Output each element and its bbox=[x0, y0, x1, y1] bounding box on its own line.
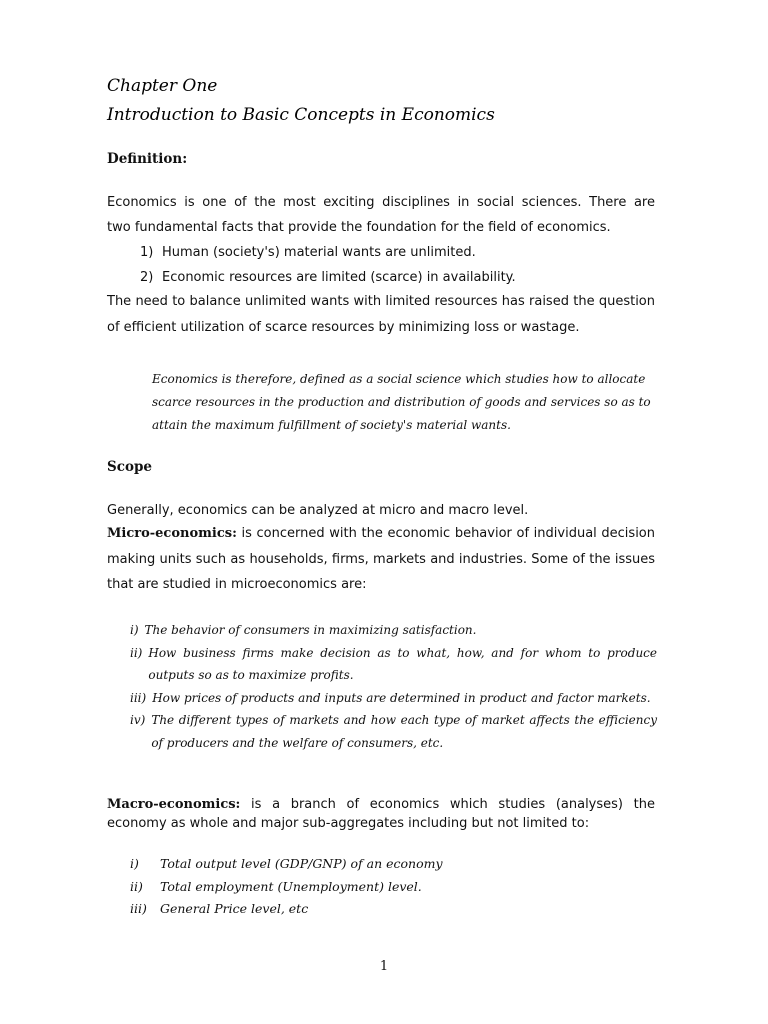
list-item bbox=[130, 642, 657, 687]
macro-aggregates-list bbox=[130, 853, 630, 921]
list-item-text: How prices of products and inputs are determined in product and factor markets. bbox=[152, 690, 651, 705]
fact-number: 1) bbox=[140, 245, 154, 260]
definition-quote: Economics is therefore, defined as a social science which studies how to allocate scarce resources in the production and distribution of goods and services so as to attain the maximum fulfillment of society's material wants. bbox=[152, 372, 651, 432]
list-item bbox=[130, 898, 630, 921]
micro-economics-term: Micro-economics: bbox=[107, 526, 237, 541]
list-item-text: The different types of markets and how each type of market affects the efficiency of producers and the welfare of consumers, etc. bbox=[151, 713, 657, 750]
chapter-label: Chapter One bbox=[107, 76, 218, 96]
chapter-title: Introduction to Basic Concepts in Economics bbox=[107, 105, 495, 125]
definition-heading: Definition: bbox=[107, 151, 188, 167]
fact-text: Human (society's) material wants are unlimited. bbox=[162, 245, 476, 260]
list-item-text: Total output level (GDP/GNP) of an economy bbox=[160, 856, 443, 871]
list-marker: iii) bbox=[130, 901, 147, 916]
list-item-text: The behavior of consumers in maximizing satisfaction. bbox=[144, 623, 477, 637]
list-marker: ii) bbox=[130, 878, 143, 894]
list-marker: iv) bbox=[130, 713, 146, 727]
list-marker: ii) bbox=[130, 645, 143, 660]
list-item bbox=[130, 709, 657, 754]
scope-intro: Generally, economics can be analyzed at micro and macro level. bbox=[107, 503, 529, 518]
list-marker: iii) bbox=[130, 690, 147, 705]
macro-economics-term: Macro-economics: bbox=[107, 797, 241, 812]
list-marker: i) bbox=[130, 623, 139, 637]
list-item bbox=[130, 853, 630, 876]
list-item-text: How business firms make decision as to what, how, and for whom to produce outputs so as to maximize profits. bbox=[148, 645, 657, 682]
list-item-text: General Price level, etc bbox=[160, 901, 309, 916]
macro-economics-paragraph bbox=[107, 795, 655, 833]
macro-economics-text: is a branch of economics which studies (analyses) the economy as whole and major sub-aggregates including but not limited to: bbox=[107, 797, 655, 831]
fact-text: Economic resources are limited (scarce) in availability. bbox=[162, 270, 516, 285]
definition-intro-line-2: two fundamental facts that provide the foundation for the field of economics. bbox=[107, 220, 611, 235]
list-item bbox=[130, 876, 630, 899]
micro-issues-list bbox=[130, 619, 657, 754]
fact-number: 2) bbox=[140, 270, 154, 285]
fact-item bbox=[140, 245, 476, 260]
fact-item bbox=[140, 270, 516, 285]
list-item-text: Total employment (Unemployment) level. bbox=[160, 878, 422, 894]
page-number: 1 bbox=[379, 959, 389, 974]
micro-economics-paragraph bbox=[107, 521, 655, 598]
micro-economics-text: is concerned with the economic behavior of individual decision making units such as households, firms, markets and industries. Some of the issues that are studied in microeconomics are: bbox=[107, 526, 655, 592]
list-item bbox=[130, 687, 657, 710]
list-item bbox=[130, 619, 657, 642]
list-marker: i) bbox=[130, 856, 139, 871]
definition-intro-line-1: Economics is one of the most exciting disciplines in social sciences. There are bbox=[107, 195, 655, 210]
balance-paragraph: The need to balance unlimited wants with limited resources has raised the question of efficient utilization of scarce resources by minimizing loss or wastage. bbox=[107, 294, 655, 335]
scope-heading: Scope bbox=[107, 459, 153, 475]
